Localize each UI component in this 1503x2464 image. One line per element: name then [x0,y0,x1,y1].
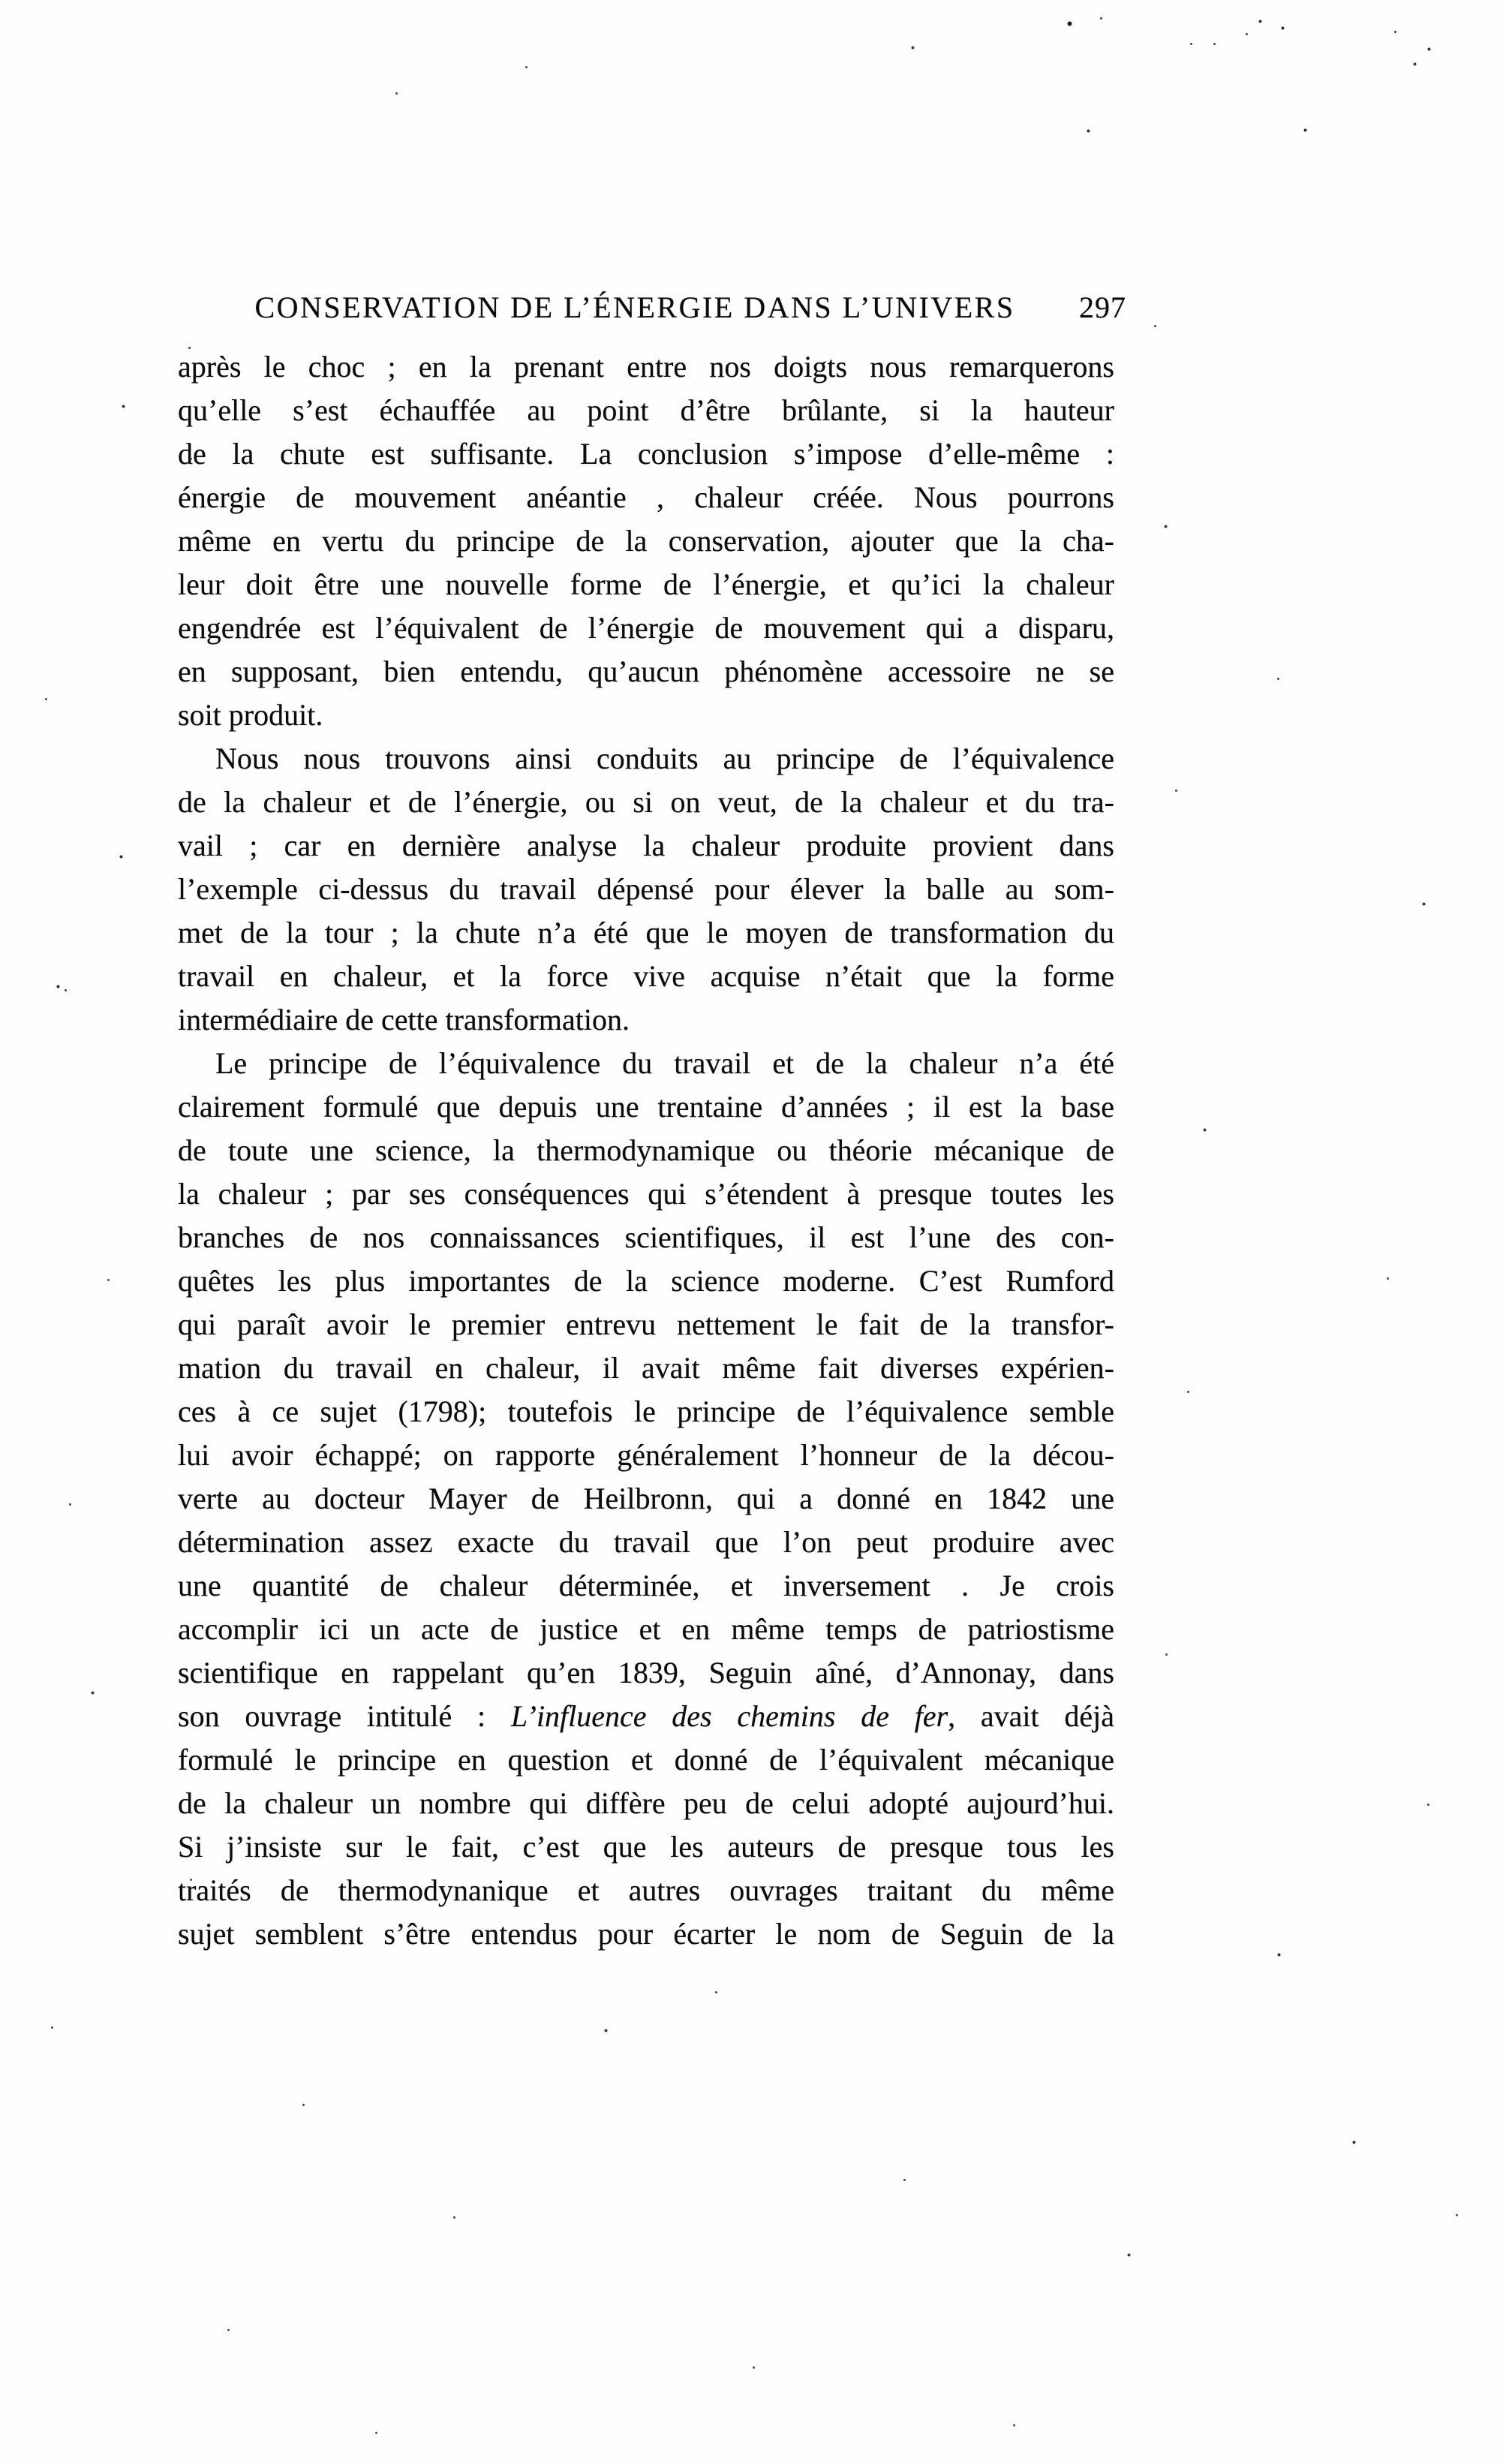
text-line: formulé le principe en question et donné de l’équivalent mécanique [178,1743,1114,1777]
text-line: traités de thermodynanique et autres ouvrages traitant du même [178,1873,1114,1907]
text-line: met de la tour ; la chute n’a été que le moyen de transformation du [178,916,1114,949]
text-line: sujet semblent s’être entendus pour écarter le nom de Seguin de la [178,1917,1114,1951]
text-line: leur doit être une nouvelle forme de l’énergie, et qu’ici la chaleur [178,567,1114,601]
paragraph [178,1042,1114,1956]
paragraph [178,737,1114,1042]
text-line: soit produit. [178,698,323,732]
text-line: branches de nos connaissances scientifiques, il est l’une des con- [178,1220,1114,1254]
text-line: verte au docteur Mayer de Heilbronn, qui a donné en 1842 une [178,1482,1114,1515]
page-header [178,290,1126,326]
text-line: Si j’insiste sur le fait, c’est que les auteurs de presque tous les [178,1830,1114,1864]
text-line: vail ; car en dernière analyse la chaleur produite provient dans [178,829,1114,862]
text-line: détermination assez exacte du travail que l’on peut produire avec [178,1525,1114,1559]
paragraph [178,345,1114,737]
page-number: 297 [1079,290,1126,324]
text-line: énergie de mouvement anéantie , chaleur créée. Nous pourrons [178,480,1114,514]
text-line: quêtes les plus importantes de la science moderne. C’est Rumford [178,1264,1114,1298]
text-segment: son ouvrage intitulé : [178,1699,511,1733]
text-line: de la chaleur et de l’énergie, ou si on veut, de la chaleur et du tra- [178,785,1114,819]
text-line [178,1695,1114,1738]
text-line: travail en chaleur, et la force vive acquise n’était que la forme [178,959,1114,993]
text-line: une quantité de chaleur déterminée, et inversement . Je crois [178,1569,1114,1602]
text-block [178,345,1114,1956]
text-line: intermédiaire de cette transformation. [178,1003,630,1036]
text-line: de la chaleur un nombre qui diffère peu de celui adopté aujourd’hui. [178,1786,1114,1820]
text-line: même en vertu du principe de la conservation, ajouter que la cha- [178,524,1114,558]
text-line: Le principe de l’équivalence du travail et de la chaleur n’a été [215,1046,1114,1080]
text-line: la chaleur ; par ses conséquences qui s’étendent à presque toutes les [178,1177,1114,1211]
text-line: mation du travail en chaleur, il avait même fait diverses expérien- [178,1351,1114,1385]
text-line: qui paraît avoir le premier entrevu nettement le fait de la transfor- [178,1307,1114,1341]
text-line: ces à ce sujet (1798); toutefois le principe de l’équivalence semble [178,1394,1114,1428]
text-line: qu’elle s’est échauffée au point d’être brûlante, si la hauteur [178,393,1114,427]
text-line: l’exemple ci-dessus du travail dépensé pour élever la balle au som- [178,872,1114,906]
text-line: engendrée est l’équivalent de l’énergie de mouvement qui a disparu, [178,611,1114,645]
text-line: Nous nous trouvons ainsi conduits au principe de l’équivalence [215,742,1114,775]
text-line: en supposant, bien entendu, qu’aucun phénomène accessoire ne se [178,654,1114,688]
scan-noise-specks [0,0,2,2]
text-line: lui avoir échappé; on rapporte généralement l’honneur de la décou- [178,1438,1114,1472]
book-title-italic: L’influence des chemins de fer [510,1699,948,1733]
running-title: CONSERVATION DE L’ÉNERGIE DANS L’UNIVERS [254,290,1015,324]
text-line: de la chute est suffisante. La conclusion s’impose d’elle-même : [178,437,1114,471]
text-line: accomplir ici un acte de justice et en même temps de patriostisme [178,1612,1114,1646]
text-line: après le choc ; en la prenant entre nos doigts nous remarquerons [178,350,1114,384]
text-line: de toute une science, la thermodynamique ou théorie mécanique de [178,1133,1114,1167]
text-segment: , avait déjà [948,1699,1115,1733]
text-line: clairement formulé que depuis une trentaine d’années ; il est la base [178,1090,1114,1124]
text-line: scientifique en rappelant qu’en 1839, Seguin aîné, d’Annonay, dans [178,1656,1114,1689]
